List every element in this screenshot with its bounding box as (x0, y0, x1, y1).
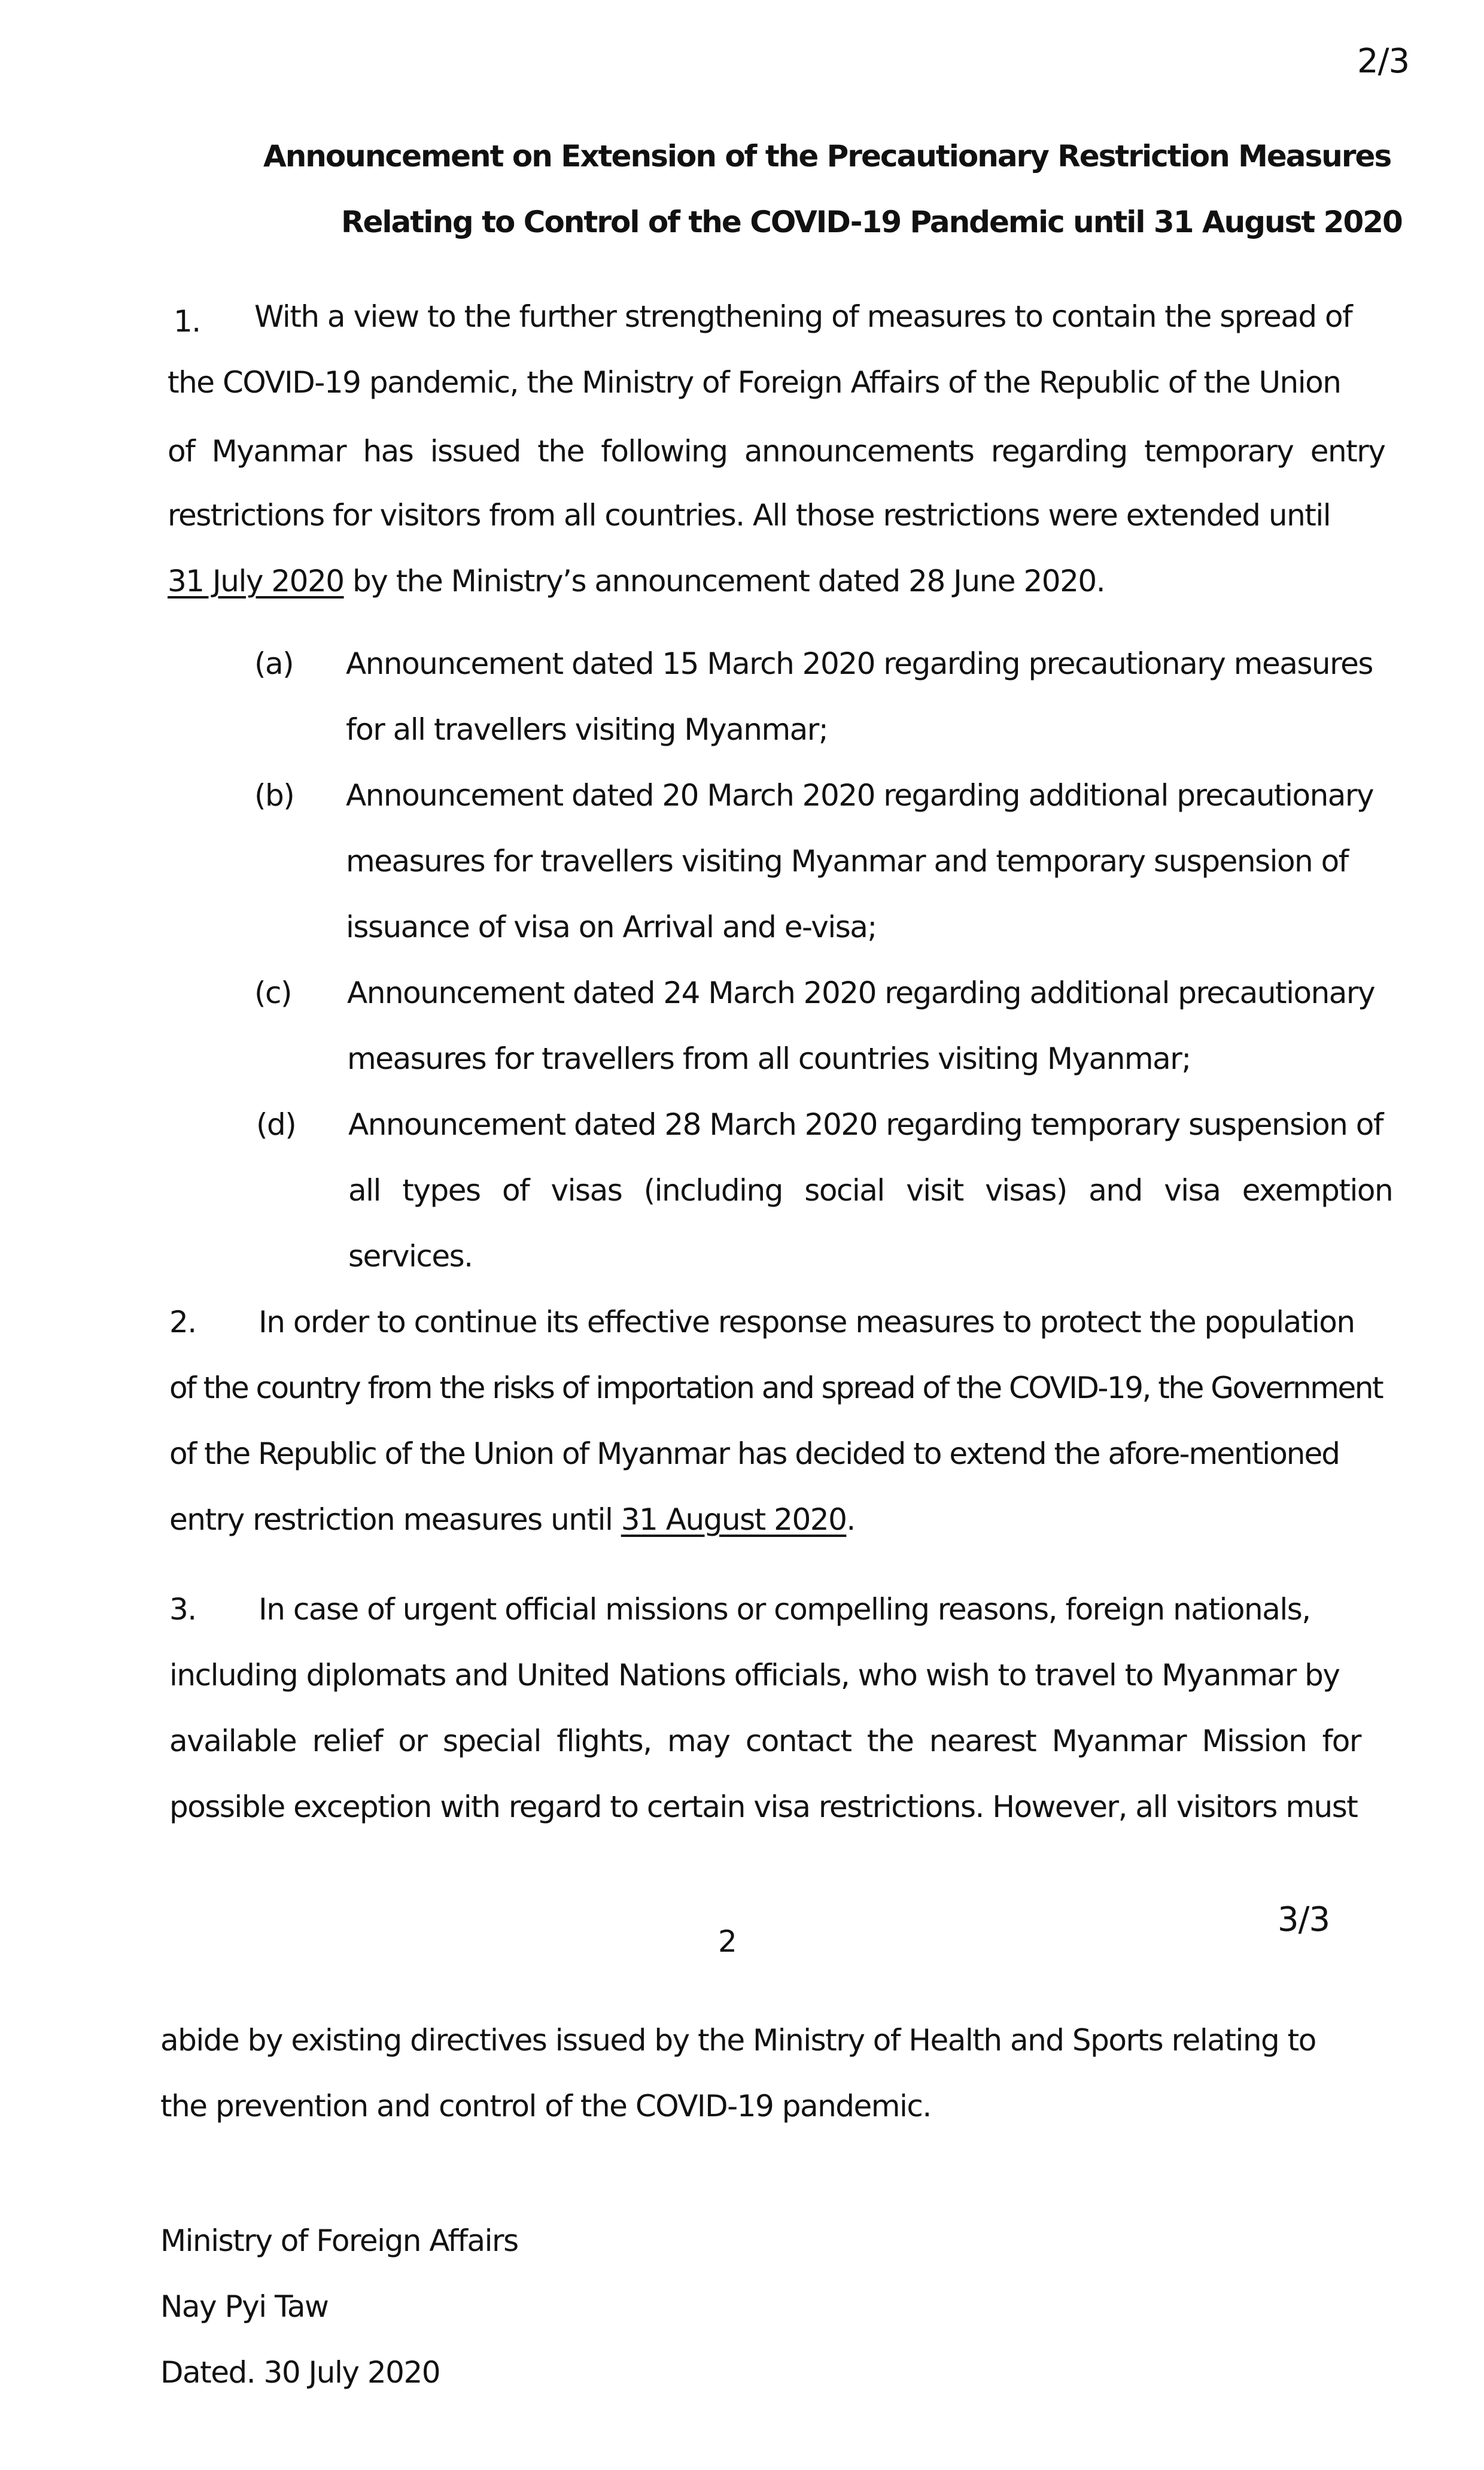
title-line-2: Relating to Control of the COVID-19 Pandemic until 31 August 2020 (341, 205, 1402, 239)
paragraph-last-line (169, 1502, 855, 1537)
paragraph-line: With a view to the further strengthening of measures to contain the spread of (254, 299, 1352, 334)
page-marker: 2/3 (1357, 42, 1410, 81)
page-number: 2 (718, 1924, 737, 1959)
list-item-line: for all travellers visiting Myanmar; (346, 712, 828, 747)
paragraph-line: of Myanmar has issued the following announcements regarding temporary entry (168, 434, 1385, 469)
list-item-line: issuance of visa on Arrival and e-visa; (346, 910, 877, 944)
paragraph-line: including diplomats and United Nations officials, who wish to travel to Myanmar by (169, 1658, 1340, 1693)
paragraph-number: 2. (169, 1305, 196, 1339)
place: Nay Pyi Taw (160, 2289, 329, 2324)
paragraph-line: of the Republic of the Union of Myanmar has decided to extend the afore-mentioned (169, 1436, 1339, 1471)
paragraph-line-start: entry restriction measures until (169, 1502, 621, 1537)
paragraph-number: 1. (174, 304, 200, 339)
paragraph-number: 3. (169, 1592, 196, 1627)
issuer: Ministry of Foreign Affairs (160, 2223, 518, 2258)
paragraph-line: In case of urgent official missions or compelling reasons, foreign nationals, (259, 1592, 1310, 1627)
list-label: (a) (254, 646, 294, 681)
paragraph-line: available relief or special flights, may contact the nearest Myanmar Mission for (169, 1724, 1361, 1758)
list-item-line: Announcement dated 24 March 2020 regarding additional precautionary (347, 976, 1375, 1010)
list-item-line: all types of visas (including social visit visas) and visa exemption (348, 1173, 1393, 1208)
paragraph-line-end: . (846, 1502, 855, 1537)
paragraph-line: possible exception with regard to certain visa restrictions. However, all visitors must (169, 1790, 1358, 1824)
underlined-date: 31 August 2020 (621, 1502, 847, 1537)
list-item-line: services. (348, 1239, 473, 1274)
list-item-line: measures for travellers from all countries visiting Myanmar; (347, 1041, 1191, 1076)
list-item-line: measures for travellers visiting Myanmar and temporary suspension of (346, 844, 1348, 879)
paragraph-line: abide by existing directives issued by the Ministry of Health and Sports relating to (160, 2023, 1316, 2058)
paragraph-line: the COVID-19 pandemic, the Ministry of Foreign Affairs of the Republic of the Union (168, 365, 1341, 400)
list-label: (d) (256, 1107, 296, 1142)
paragraph-line-rest: by the Ministry’s announcement dated 28 June 2020. (343, 564, 1105, 598)
issue-date: Dated. 30 July 2020 (160, 2355, 440, 2390)
title-line-1: Announcement on Extension of the Precautionary Restriction Measures (263, 139, 1391, 174)
page-marker: 3/3 (1278, 1900, 1330, 1939)
list-label: (b) (254, 778, 294, 813)
paragraph-last-line (168, 564, 1105, 598)
paragraph-line: of the country from the risks of importation and spread of the COVID-19, the Government (169, 1371, 1383, 1405)
list-item-line: Announcement dated 15 March 2020 regarding precautionary measures (346, 646, 1373, 681)
paragraph-line: the prevention and control of the COVID-19 pandemic. (160, 2089, 931, 2123)
list-item-line: Announcement dated 28 March 2020 regarding temporary suspension of (348, 1107, 1383, 1142)
underlined-date: 31 July 2020 (168, 564, 344, 598)
paragraph-line: restrictions for visitors from all countries. All those restrictions were extended until (168, 498, 1331, 533)
list-label: (c) (254, 976, 292, 1010)
list-item-line: Announcement dated 20 March 2020 regarding additional precautionary (346, 778, 1374, 813)
paragraph-line: In order to continue its effective response measures to protect the population (259, 1305, 1355, 1339)
